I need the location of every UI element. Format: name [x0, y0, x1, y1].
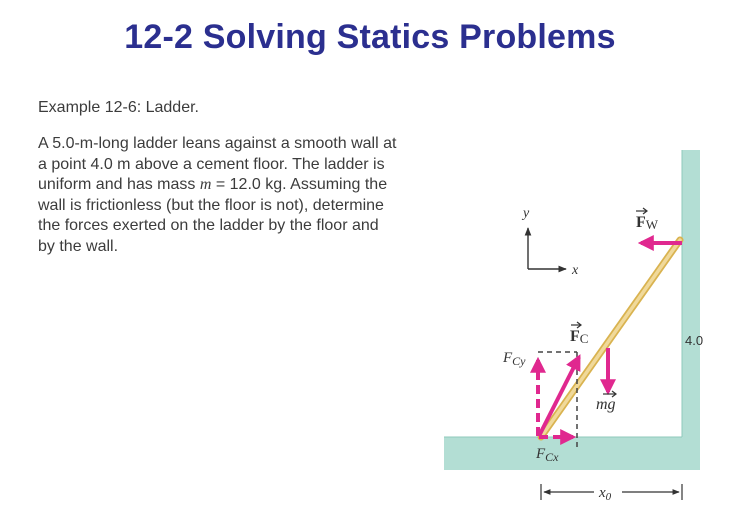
- x0-dimension: [541, 484, 682, 500]
- svg-text:FC: [570, 328, 588, 346]
- fcx-symbol: F: [536, 446, 546, 462]
- problem-line-2: a point 4.0 m above a cement floor. The ladder is: [38, 155, 385, 173]
- problem-line-5: the forces exerted on the ladder by the floor and: [38, 217, 379, 235]
- x0-label: [598, 485, 612, 503]
- fcy-sub: Cy: [512, 354, 526, 368]
- axis-x-label: x: [572, 263, 579, 278]
- problem-line-4: wall is frictionless (but the floor is not), determine: [38, 196, 384, 214]
- height-label: 4.0: [685, 333, 704, 348]
- problem-line-1: A 5.0-m-long ladder leans against a smooth wall at: [38, 135, 397, 152]
- fcy-symbol: F: [503, 350, 513, 366]
- weight-label: [596, 391, 616, 413]
- fcx-sub: Cx: [545, 450, 559, 464]
- problem-line-3-start: uniform and has mass: [38, 176, 200, 194]
- x0-sub: 0: [605, 491, 612, 503]
- floor-force-sub: C: [579, 331, 589, 346]
- axis-y-label: y: [523, 206, 530, 221]
- problem-line-6: by the wall.: [38, 237, 119, 255]
- problem-line-3-rest: = 12.0 kg. Assuming the: [211, 176, 388, 194]
- x0-symbol: x: [599, 485, 606, 501]
- weight-symbol: mg: [596, 396, 616, 413]
- mass-symbol: m: [199, 176, 212, 194]
- wall: [682, 150, 700, 440]
- floor-force-symbol: F: [570, 328, 580, 345]
- wall-force-symbol: F: [636, 214, 646, 231]
- axes-icon: [528, 228, 566, 269]
- svg-text:FW: [636, 214, 659, 232]
- wall-force-label: [636, 208, 659, 232]
- example-heading: Example 12-6: Ladder.: [38, 99, 199, 116]
- wall-force-sub: W: [645, 217, 659, 232]
- fcy-label: [502, 350, 526, 368]
- slide-title: 12-2 Solving Statics Problems: [124, 18, 616, 56]
- floor: [444, 437, 700, 470]
- floor-force-label: [570, 322, 588, 346]
